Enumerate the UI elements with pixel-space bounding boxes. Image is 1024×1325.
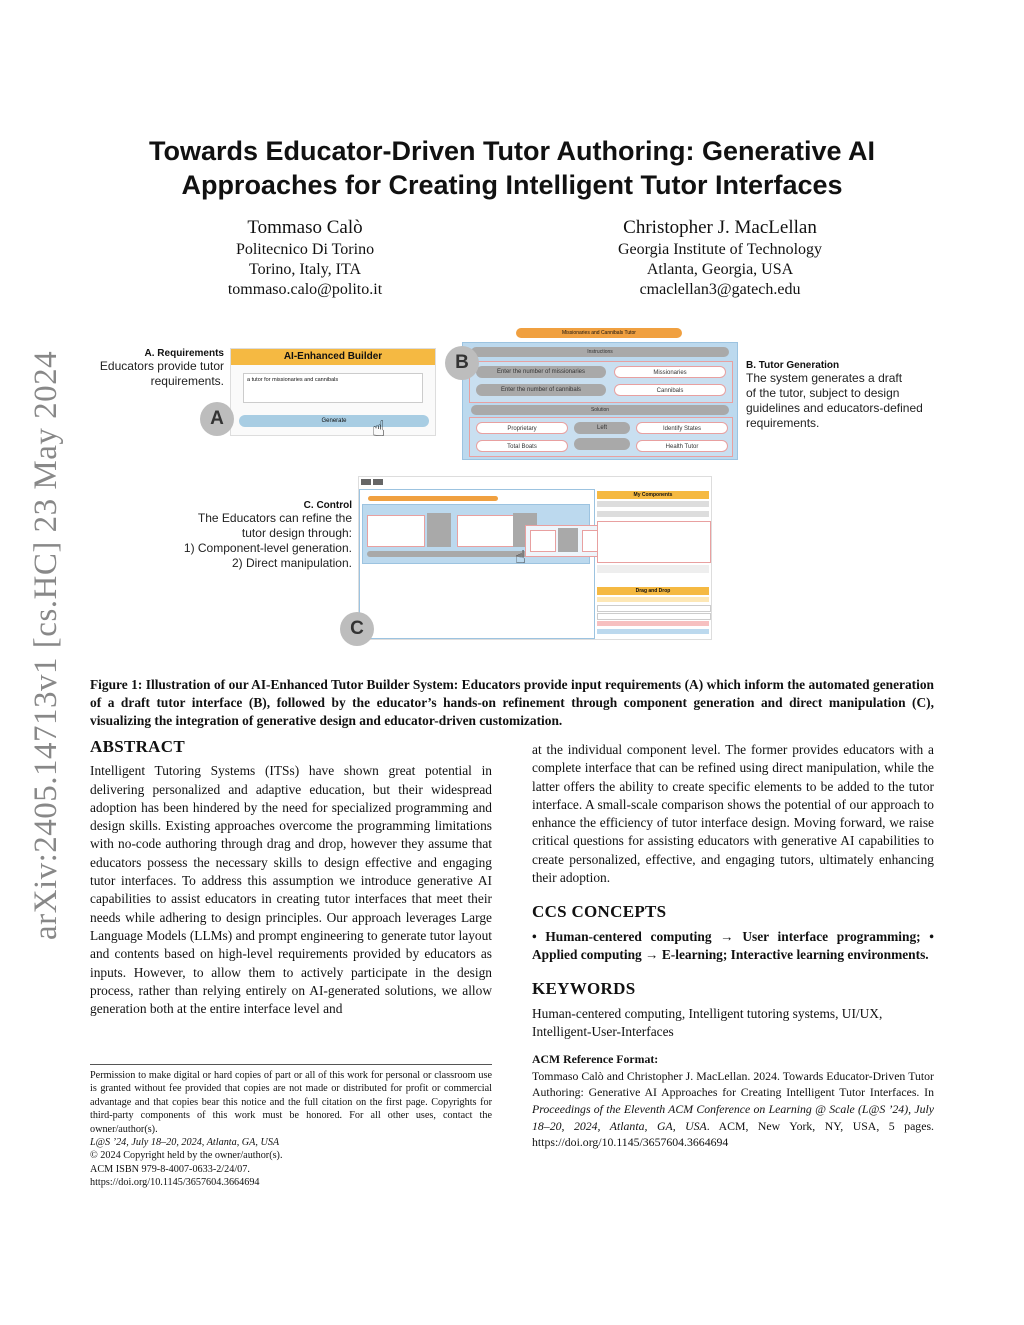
author-2 (570, 216, 870, 300)
hand-cursor-icon: ☝ (372, 416, 386, 441)
author-name: Christopher J. MacLellan (623, 217, 817, 238)
toolbar-button[interactable] (373, 479, 383, 485)
label-c-list-1: 1) Component-level generation. (183, 541, 352, 555)
drag-item[interactable] (597, 629, 709, 634)
abstract-heading: ABSTRACT (90, 737, 185, 756)
toolbar-button[interactable] (361, 479, 371, 485)
canvas-box[interactable] (367, 515, 425, 547)
left-column (90, 738, 492, 1018)
title-line-1: Towards Educator-Driven Tutor Authoring: Generative AI (148, 136, 876, 166)
circle-a: A (200, 402, 234, 436)
component-item[interactable] (597, 501, 709, 507)
arxiv-stamp: arXiv:2405.14713v1 [cs.HC] 23 May 2024 (28, 350, 64, 940)
label-a-body-1: Educators provide tutor (99, 359, 224, 373)
solution-bar: Solution (471, 405, 729, 415)
row3-c[interactable]: Identify States (636, 422, 728, 434)
author-email[interactable]: cmaclellan3@gatech.edu (639, 281, 801, 298)
builder-title: AI-Enhanced Builder (231, 349, 435, 365)
label-c-body-2: tutor design through: (241, 526, 352, 540)
acm-reference (532, 1051, 934, 1151)
label-c-head: C. Control (303, 500, 352, 511)
label-c-list-2: 2) Direct manipulation. (231, 556, 352, 570)
label-c-body-1: The Educators can refine the (197, 511, 352, 525)
footnote-doi[interactable]: https://doi.org/10.1145/3657604.3664694 (90, 1177, 260, 1189)
label-b-head: B. Tutor Generation (746, 360, 840, 371)
row1-right[interactable]: Missionaries (614, 366, 726, 378)
dragged-box[interactable] (530, 530, 556, 552)
drag-item[interactable] (597, 605, 711, 612)
author-1 (170, 216, 440, 300)
right-column (532, 741, 934, 1151)
row4-a[interactable]: Total Boats (476, 440, 568, 452)
label-b-body-3: guidelines and educators-defined (746, 401, 923, 415)
canvas-block[interactable] (427, 513, 451, 547)
figure-1 (90, 320, 934, 650)
instructions-bar: Instructions (471, 347, 729, 357)
canvas-box[interactable] (457, 515, 515, 547)
author-location: Torino, Italy, ITA (248, 261, 362, 278)
sidebar (597, 491, 709, 637)
drag-hand-icon: ☝ (515, 547, 526, 567)
acm-ref-text-1: Tommaso Calò and Christopher J. MacLellan. 2024. Towards Educator-Driven Tutor Authoring: Generative AI Approaches for Creating Intelligent Tutor Interfaces. In (532, 1068, 934, 1100)
label-a-head: A. Requirements (144, 348, 224, 359)
label-a-body-2: requirements. (150, 374, 224, 388)
row3-b: Left (574, 422, 630, 434)
component-input[interactable] (597, 565, 709, 573)
row2-right[interactable]: Cannibals (614, 384, 726, 396)
dragged-block[interactable] (558, 528, 578, 552)
acm-ref-venue: Proceedings of the Eleventh ACM Conference on Learning @ Scale (L@S ’24), July 18–20, 2024, Atlanta, GA, USA (532, 1101, 934, 1133)
drag-drop-header: Drag and Drop (597, 587, 709, 595)
circle-c: C (340, 612, 374, 646)
footnote (90, 1064, 494, 1190)
drag-item[interactable] (597, 613, 711, 620)
footnote-rule (90, 1064, 492, 1065)
row1-left: Enter the number of missionaries (476, 366, 606, 378)
builder-panel (230, 348, 436, 436)
footnote-isbn: ACM ISBN 979-8-4007-0633-2/24/07. (90, 1163, 250, 1175)
author-affiliation: Georgia Institute of Technology (617, 241, 823, 258)
author-email[interactable]: tommaso.calo@polito.it (227, 281, 383, 298)
tutor-draft-panel (462, 342, 738, 460)
abstract-text-left: Intelligent Tutoring Systems (ITSs) have shown great potential in delivering personalized and adaptive education, but their widespread adoption has been hindered by the need for specialized programming and design skills. Existing approaches overcome the programming limitations with no-code authoring through drag and drop, however they assume that educators possess the necessary skills to design effective and engaging tutor interfaces. To address this assumption we introduce generative AI capabilities to assist educators in creating tutor interfaces that meet their needs while adhering to design principles. Our approach leverages Large Language Models (LLMs) and prompt engineering to generate tutor layout and contents based on high-level requirements provided by educators as inputs. However, to allow them to actively participate in the design process, rather than relying entirely on AI-generated solutions, we allow generation both at the entire interface level and (90, 763, 492, 1017)
label-b-body-2: of the tutor, subject to design (746, 386, 900, 400)
row4-b (574, 438, 630, 450)
author-affiliation: Politecnico Di Torino (235, 241, 375, 258)
my-components-header: My Components (597, 491, 709, 499)
keywords-text: Human-centered computing, Intelligent tutoring systems, UI/UX, Intelligent-User-Interfaces (532, 1005, 883, 1039)
row3-a[interactable]: Proprietary (476, 422, 568, 434)
component-preview[interactable] (597, 521, 711, 563)
figure-label-b (746, 360, 936, 431)
footnote-copyright: © 2024 Copyright held by the owner/author(s). (90, 1150, 283, 1162)
abstract-text-right: at the individual component level. The former provides educators with a complete interface that can be refined using direct manipulation, while the latter offers the ability to create specific elements to be added to the tutor interface. A small-scale comparison shows the potential of our approach to enhance the efficiency of tutor interface design. Moving forward, we raise critical questions for assisting educators with generative AI capabilities to create personalized, effective, and engaging tutors, ultimately enhancing their adoption. (532, 742, 934, 886)
canvas-title-bar (368, 496, 498, 501)
figure-label-a (90, 348, 224, 389)
label-b-body-4: requirements. (746, 416, 820, 430)
drag-item[interactable] (597, 621, 709, 626)
acm-ref-heading: ACM Reference Format: (532, 1052, 659, 1067)
paper-title (90, 134, 934, 202)
figure-label-c (150, 500, 352, 571)
drag-item[interactable] (597, 597, 709, 602)
input-group (469, 361, 733, 403)
component-item[interactable] (597, 511, 709, 517)
generate-button[interactable]: Generate (239, 415, 429, 427)
author-location: Atlanta, Georgia, USA (646, 261, 794, 278)
builder-input[interactable]: a tutor for missionaries and cannibals (243, 373, 423, 403)
footnote-conf: L@S ’24, July 18–20, 2024, Atlanta, GA, USA (90, 1137, 280, 1149)
figure-caption: Figure 1: Illustration of our AI-Enhanced Tutor Builder System: Educators provide input requirements (A) which inform the automated generation of a draft tutor interface (B), followed by the educator’s hands-on refinement through component generation and direct manipulation (C), visualizing the integration of generative design and educator-driven customization. (90, 677, 934, 728)
label-b-body-1: The system generates a draft (746, 371, 903, 385)
acm-ref-text-2: . ACM, New York, NY, USA, 5 pages. https://doi.org/10.1145/3657604.3664694 (532, 1118, 934, 1150)
ccs-text: • Human-centered computing → User interface programming; • Applied computing → E-learning; Interactive learning environments. (532, 928, 934, 962)
keywords-heading: KEYWORDS (532, 979, 636, 999)
row4-c[interactable]: Health Tutor (636, 440, 728, 452)
ccs-heading: CCS CONCEPTS (532, 902, 667, 922)
footnote-permission: Permission to make digital or hard copies of part or all of this work for personal or classroom use is granted without fee provided that copies are not made or distributed for profit or commercial advantage and that copies bear this notice and the full citation on the first page. Copyrights for third-party components of this work must be honored. For all other uses, contact the owner/author(s). (90, 1070, 492, 1135)
title-line-2: Approaches for Creating Intelligent Tutor Interfaces (181, 170, 843, 200)
canvas[interactable] (359, 489, 595, 639)
circle-b: B (445, 346, 479, 380)
editor-window (358, 476, 712, 640)
row2-left: Enter the number of cannibals (476, 384, 606, 396)
author-name: Tommaso Calò (247, 217, 363, 238)
tutor-title-bar: Missionaries and Cannibals Tutor (516, 328, 682, 338)
solution-group (469, 417, 733, 457)
